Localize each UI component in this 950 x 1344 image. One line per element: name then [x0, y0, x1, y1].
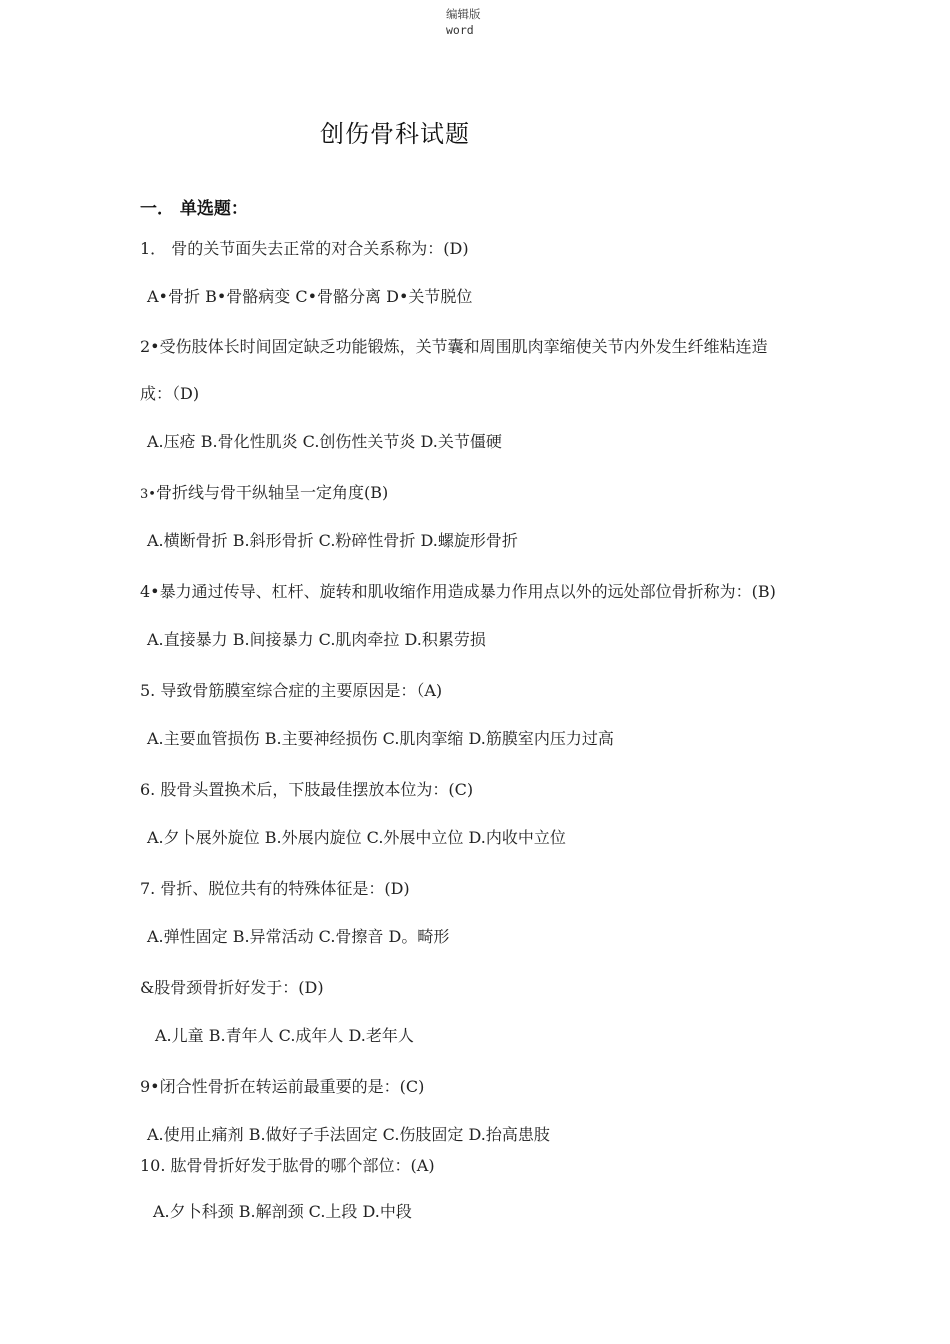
question-6: 6. 股骨头置换术后，下肢最佳摆放本位为：(C)	[140, 780, 474, 799]
question-10-options: A.夕卜科颈 B.解剖颈 C.上段 D.中段	[153, 1202, 412, 1221]
header-word-label: word	[446, 23, 474, 37]
question-2-continued: 成：（D)	[140, 384, 200, 403]
question-5-options: A.主要血管损伤 B.主要神经损伤 C.肌肉挛缩 D.筋膜室内压力过高	[147, 729, 614, 748]
question-4-options: A.直接暴力 B.间接暴力 C.肌肉牵拉 D.积累劳损	[147, 630, 486, 649]
question-1: 1． 骨的关节面失去正常的对合关系称为：(D)	[140, 239, 469, 258]
section-heading: 一． 单选题：	[140, 199, 248, 219]
question-9: 9•闭合性骨折在转运前最重要的是：(C)	[140, 1077, 425, 1096]
document-title: 创伤骨科试题	[320, 120, 470, 148]
question-9-options: A.使用止痛剂 B.做好子手法固定 C.伤肢固定 D.抬高患肢	[147, 1125, 550, 1144]
question-4: 4•暴力通过传导、杠杆、旋转和肌收缩作用造成暴力作用点以外的远处部位骨折称为：(B)	[140, 582, 776, 601]
question-3-text: 骨折线与骨干纵轴呈一定角度(B)	[155, 483, 389, 502]
question-3-options: A.横断骨折 B.斜形骨折 C.粉碎性骨折 D.螺旋形骨折	[147, 531, 518, 550]
question-2: 2•受伤肢体长时间固定缺乏功能锻炼，关节囊和周围肌肉挛缩使关节内外发生纤维粘连造	[140, 337, 768, 356]
question-8-options: A.儿童 B.青年人 C.成年人 D.老年人	[155, 1026, 414, 1045]
question-7-options: A.弹性固定 B.异常活动 C.骨擦音 D。畸形	[147, 927, 450, 946]
question-1-options: A•骨折 B•骨骼病变 C•骨骼分离 D•关节脱位	[147, 287, 473, 306]
question-6-options: A.夕卜展外旋位 B.外展内旋位 C.外展中立位 D.内收中立位	[147, 828, 566, 847]
question-5: 5. 导致骨筋膜室综合症的主要原因是：（A)	[140, 681, 443, 700]
page-header	[446, 6, 481, 38]
header-edit-label: 编辑版	[446, 7, 481, 21]
question-3	[140, 482, 388, 506]
question-7: 7. 骨折、脱位共有的特殊体征是：(D)	[140, 879, 410, 898]
question-10: 10. 肱骨骨折好发于肱骨的哪个部位：(A)	[140, 1156, 435, 1175]
question-3-number: 3•	[140, 487, 156, 502]
question-8: &股骨颈骨折好发于：(D)	[140, 978, 324, 997]
question-2-options: A.压疮 B.骨化性肌炎 C.创伤性关节炎 D.关节僵硬	[147, 432, 502, 451]
